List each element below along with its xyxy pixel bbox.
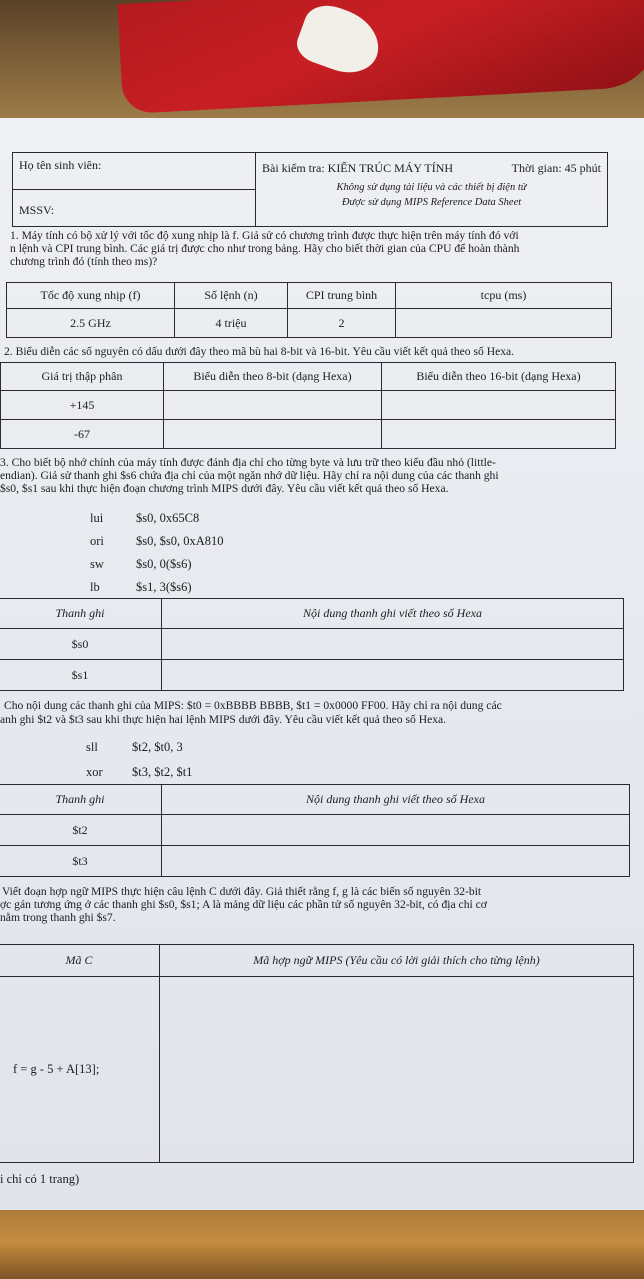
- q4-text-2: anh ghi $t2 và $t3 sau khi thực hiện hai lệnh MIPS dưới đây. Yêu cầu viết kết quả theo số Hexa.: [0, 713, 447, 726]
- code-op: lui: [90, 511, 104, 525]
- q4-code-block: [86, 735, 192, 785]
- q4-register: $t3: [72, 853, 88, 868]
- exam-title: Bài kiểm tra: KIẾN TRÚC MÁY TÍNH: [262, 161, 454, 175]
- q1-col-clock: Tốc độ xung nhịp (f): [40, 288, 141, 303]
- q1-text-1: 1. Máy tính có bộ xử lý với tốc độ xung nhịp là f. Giả sử có chương trình được thực hiện trên máy tính đó với: [10, 229, 519, 242]
- q1-clock-value: 2.5 GHz: [70, 315, 111, 330]
- q1-text-2: n lệnh và CPI trung bình. Các giá trị được cho như trong bảng. Hãy cho biết thời gian của CPU để hoàn thành: [10, 242, 520, 255]
- q2-row-value: +145: [69, 397, 95, 412]
- q1-text-3: chương trình đó (tính theo ms)?: [10, 255, 158, 268]
- q2-text-1: 2. Biểu diễn các số nguyên có dấu dưới đây theo mã bù hai 8-bit và 16-bit. Yêu cầu viết kết quả theo số Hexa.: [4, 345, 515, 358]
- q4-col-content: Nội dung thanh ghi viết theo số Hexa: [306, 792, 485, 806]
- q4-answer-t2[interactable]: [162, 815, 630, 846]
- q4-register: $t2: [72, 822, 88, 837]
- q1-instructions-value: 4 triệu: [215, 315, 247, 330]
- q5-c-statement: f = g - 5 + A[13];: [13, 1062, 100, 1076]
- q1-table: [6, 282, 612, 338]
- q2-answer-8bit-1[interactable]: [164, 391, 382, 420]
- code-op: sw: [90, 557, 104, 571]
- code-op: sll: [86, 740, 98, 754]
- q3-text-2: endian). Giả sử thanh ghi $s6 chứa địa chỉ của một ngăn nhớ dữ liệu. Hãy chỉ ra nội dung của các thanh ghi: [0, 469, 499, 482]
- rule-2: Được sử dụng MIPS Reference Data Sheet: [341, 197, 522, 208]
- code-op: xor: [86, 765, 103, 779]
- q3-table: [0, 598, 624, 691]
- q3-register: $s1: [71, 667, 89, 682]
- code-op: lb: [90, 580, 100, 594]
- code-args: $s0, $s0, 0xA810: [136, 534, 224, 548]
- q2-answer-16bit-1[interactable]: [382, 391, 616, 420]
- q3-code-block: [90, 507, 224, 599]
- q2-col-decimal: Giá trị thập phân: [41, 369, 123, 383]
- q2-answer-8bit-2[interactable]: [164, 420, 382, 449]
- q3-text-1: 3. Cho biết bộ nhớ chính của máy tính được đánh địa chỉ cho từng byte và lưu trữ theo kiểu đầu nhỏ (little-: [0, 456, 496, 469]
- code-args: $t2, $t0, 3: [132, 740, 183, 754]
- q1-col-tcpu: tcpu (ms): [480, 288, 527, 303]
- q4-answer-t3[interactable]: [162, 846, 630, 877]
- q5-text-1: Viết đoạn hợp ngữ MIPS thực hiện câu lệnh C dưới đây. Giả thiết rằng f, g là các biến số nguyên 32-bit: [2, 885, 482, 898]
- q5-table: [0, 944, 634, 1163]
- q2-col-16bit: Biểu diễn theo 16-bit (dạng Hexa): [416, 369, 581, 383]
- q4-table: [0, 784, 630, 877]
- q5-col-mips-code: Mã hợp ngữ MIPS (Yêu cầu có lời giải thích cho từng lệnh): [253, 953, 540, 967]
- code-op: ori: [90, 534, 104, 548]
- q3-answer-s0[interactable]: [162, 629, 624, 660]
- q4-col-register: Thanh ghi: [55, 792, 105, 806]
- code-args: $s1, 3($s6): [136, 580, 192, 594]
- time-limit: Thời gian: 45 phút: [511, 161, 601, 175]
- q5-text-2: ợc gán tương ứng ở các thanh ghi $s0, $s1; A là mảng dữ liệu các phần tử số nguyên 32-bit, có địa chỉ cơ: [0, 898, 487, 911]
- q5-col-c-code: Mã C: [65, 953, 93, 967]
- q2-table: [0, 362, 616, 449]
- q3-text-3: $s0, $s1 sau khi thực hiện đoạn chương trình MIPS dưới đây. Yêu cầu viết kết quả theo số Hexa.: [0, 482, 449, 495]
- header-table: [12, 152, 608, 227]
- q1-cpi-value: 2: [338, 315, 345, 330]
- q3-register: $s0: [71, 636, 89, 651]
- q1-col-cpi: CPI trung bình: [305, 288, 378, 303]
- q3-col-content: Nội dung thanh ghi viết theo số Hexa: [303, 606, 482, 620]
- q2-answer-16bit-2[interactable]: [382, 420, 616, 449]
- q3-col-register: Thanh ghi: [55, 606, 105, 620]
- table-surface-bottom: [0, 1205, 644, 1279]
- student-name-label: Họ tên sinh viên:: [19, 158, 102, 172]
- q2-row-value: -67: [74, 426, 90, 441]
- q1-col-instructions: Số lệnh (n): [204, 288, 258, 303]
- footer-note: i chỉ có 1 trang): [0, 1172, 80, 1186]
- code-args: $t3, $t2, $t1: [132, 765, 193, 779]
- code-args: $s0, 0x65C8: [136, 511, 200, 525]
- q2-col-8bit: Biểu diễn theo 8-bit (dạng Hexa): [193, 369, 352, 383]
- q5-answer-mips[interactable]: [160, 977, 634, 1163]
- code-args: $s0, 0($s6): [136, 557, 192, 571]
- q4-text-1: Cho nội dung các thanh ghi của MIPS: $t0 = 0xBBBB BBBB, $t1 = 0x0000 FF00. Hãy chỉ ra nội dung các: [4, 699, 502, 712]
- rule-1: Không sử dụng tài liệu và các thiết bị điện tử: [336, 182, 527, 193]
- q3-answer-s1[interactable]: [162, 660, 624, 691]
- student-id-label: MSSV:: [19, 203, 55, 217]
- q5-text-3: nằm trong thanh ghi $s7.: [0, 911, 116, 924]
